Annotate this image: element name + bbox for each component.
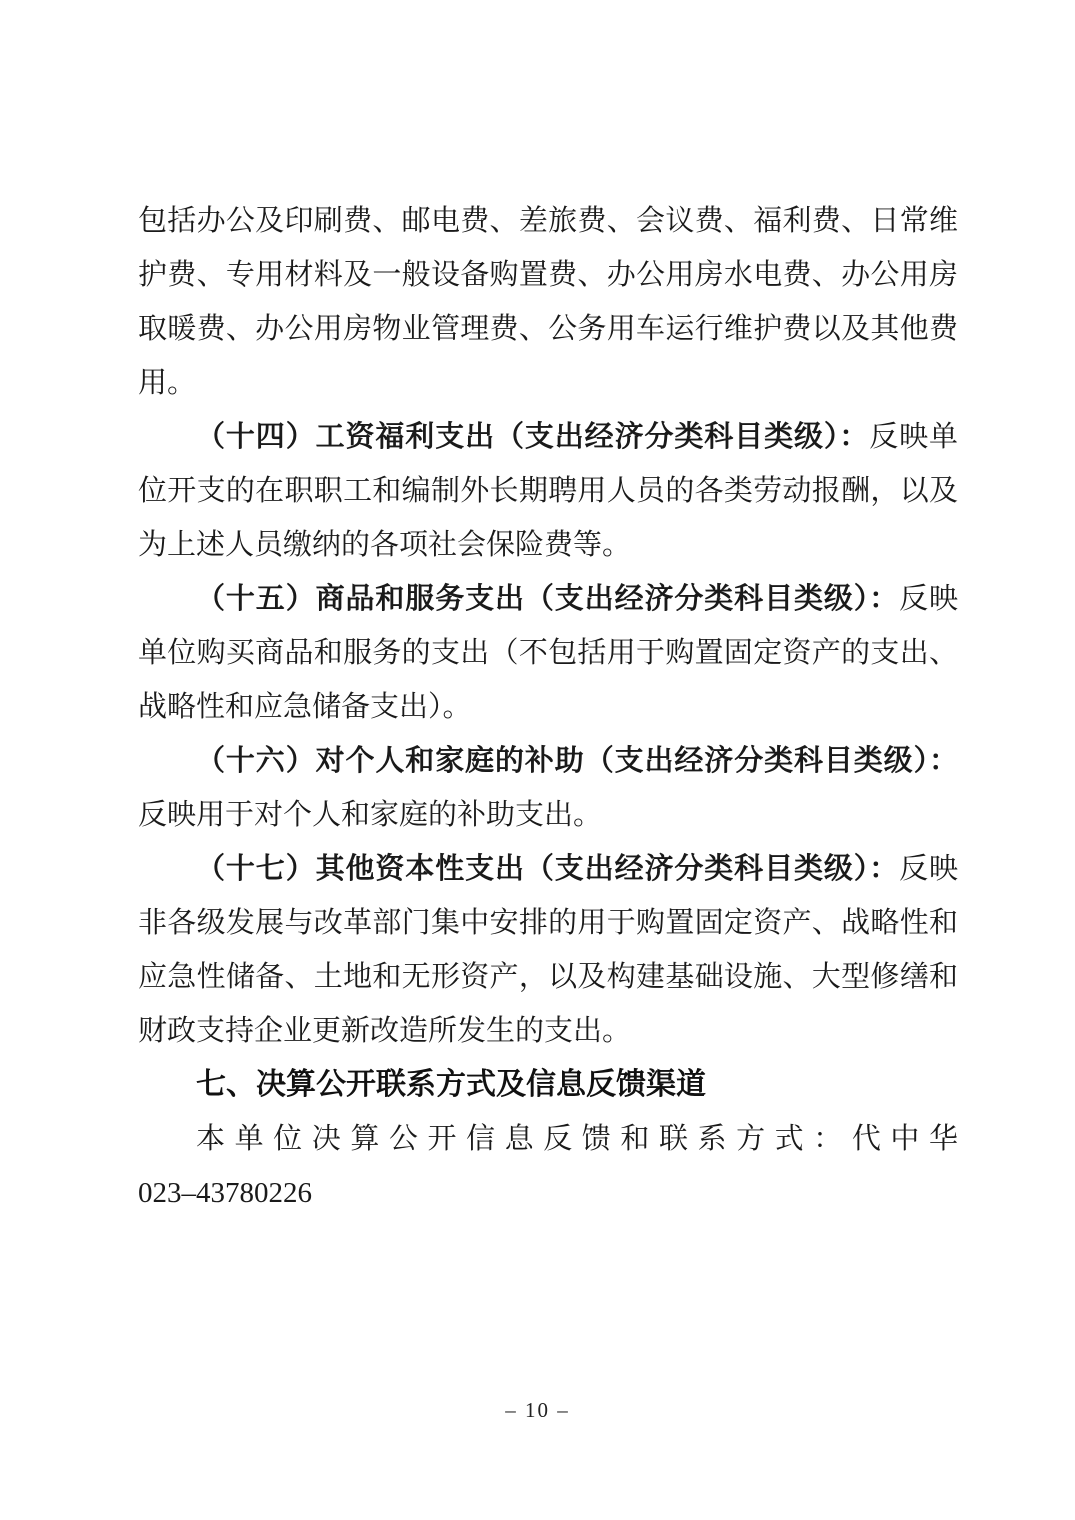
line-text: 用。 bbox=[138, 367, 197, 399]
body-line bbox=[138, 464, 958, 518]
line-text: 战略性和应急储备支出）。 bbox=[138, 691, 472, 723]
body-line bbox=[138, 842, 958, 896]
line-text: 护费、专用材料及一般设备购置费、办公用房水电费、办公用房 bbox=[138, 259, 958, 291]
bold-lead: （十五）商品和服务支出（支出经济分类科目类级）： bbox=[196, 583, 900, 615]
section-heading-text: 七、决算公开联系方式及信息反馈渠道 bbox=[196, 1068, 706, 1101]
body-line bbox=[138, 410, 958, 464]
phone-number: 023–43780226 bbox=[138, 1177, 312, 1209]
line-text: 应急性储备、土地和无形资产，以及构建基础设施、大型修缮和 bbox=[138, 961, 958, 993]
line-text: 本单位决算公开信息反馈和联系方式：代中华 bbox=[196, 1123, 958, 1155]
body-line bbox=[138, 248, 958, 302]
body-line bbox=[138, 734, 958, 788]
section-heading bbox=[138, 1058, 958, 1112]
line-text: 财政支持企业更新改造所发生的支出。 bbox=[138, 1015, 632, 1047]
body-line bbox=[138, 626, 958, 680]
line-text: 反映 bbox=[899, 583, 958, 615]
body-line bbox=[138, 680, 958, 734]
line-text: 反映用于对个人和家庭的补助支出。 bbox=[138, 799, 603, 831]
page-number: – 10 – bbox=[505, 1398, 570, 1422]
line-text: 反映单 bbox=[869, 421, 958, 453]
body-line bbox=[138, 788, 958, 842]
line-text: 非各级发展与改革部门集中安排的用于购置固定资产、战略性和 bbox=[138, 907, 958, 939]
body-line bbox=[138, 1004, 958, 1058]
line-text: 为上述人员缴纳的各项社会保险费等。 bbox=[138, 529, 632, 561]
contact-phone-line bbox=[138, 1166, 958, 1220]
body-line bbox=[138, 194, 958, 248]
line-text: 取暖费、办公用房物业管理费、公务用车运行维护费以及其他费 bbox=[138, 313, 958, 345]
bold-lead: （十六）对个人和家庭的补助（支出经济分类科目类级）： bbox=[196, 745, 958, 777]
body-line bbox=[138, 518, 958, 572]
line-text: 单位购买商品和服务的支出（不包括用于购置固定资产的支出、 bbox=[138, 637, 958, 669]
document-body bbox=[138, 194, 958, 1220]
body-line bbox=[138, 950, 958, 1004]
contact-line bbox=[138, 1112, 958, 1166]
line-text: 包括办公及印刷费、邮电费、差旅费、会议费、福利费、日常维 bbox=[138, 205, 958, 237]
body-line bbox=[138, 302, 958, 356]
body-line bbox=[138, 572, 958, 626]
body-line bbox=[138, 896, 958, 950]
bold-lead: （十七）其他资本性支出（支出经济分类科目类级）： bbox=[196, 853, 900, 885]
bold-lead: （十四）工资福利支出（支出经济分类科目类级）： bbox=[196, 421, 870, 453]
line-text: 位开支的在职职工和编制外长期聘用人员的各类劳动报酬，以及 bbox=[138, 475, 958, 507]
line-text: 反映 bbox=[899, 853, 958, 885]
body-line bbox=[138, 356, 958, 410]
